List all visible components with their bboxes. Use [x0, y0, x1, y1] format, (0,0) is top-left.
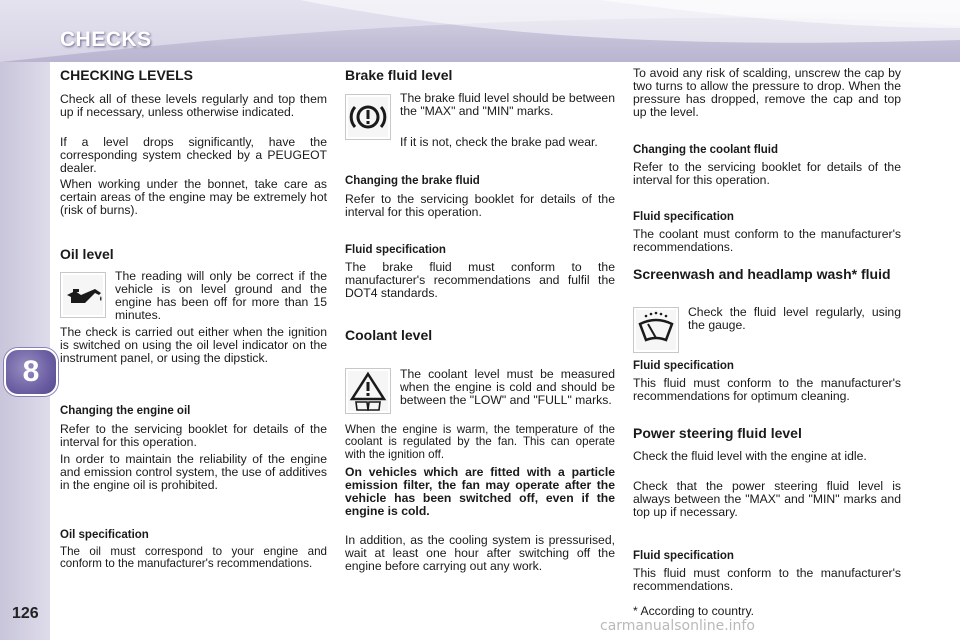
screenwash-heading: Screenwash and headlamp wash* fluid — [633, 266, 891, 282]
chapter-tab[interactable]: 8 — [4, 348, 58, 396]
brake-fluid-specification-paragraph: The brake fluid must conform to the manufacturer's recommendations and fulfil the DOT4 standards. — [345, 260, 615, 300]
coolant-fan-warning: On vehicles which are fitted with a particle emission filter, the fan may operate after the vehicle has been switched off, even if the engine is cold. — [345, 465, 615, 518]
page-title: CHECKS — [60, 28, 152, 51]
oil-level-heading: Oil level — [60, 246, 114, 262]
changing-brake-fluid-heading: Changing the brake fluid — [345, 175, 480, 187]
scalding-warning-paragraph: To avoid any risk of scalding, unscrew the cap by two turns to allow the pressure to drop. When the pressure has dropped, remove the cap and top up the level. — [633, 66, 901, 119]
screenwash-icon — [633, 307, 679, 353]
footnote: * According to country. — [633, 604, 755, 618]
changing-oil-paragraph-2: In order to maintain the reliability of the engine and emission control system, the use of additives in the engine oil is prohibited. — [60, 452, 327, 492]
changing-engine-oil-heading: Changing the engine oil — [60, 405, 191, 417]
oil-can-icon — [60, 272, 106, 318]
power-steering-paragraph-1: Check the fluid level with the engine at idle. — [633, 449, 867, 463]
power-steering-heading: Power steering fluid level — [633, 425, 802, 441]
intro-paragraph-1: Check all of these levels regularly and top them up if necessary, unless otherwise indicated. — [60, 92, 327, 119]
changing-coolant-heading: Changing the coolant fluid — [633, 144, 779, 156]
page-number: 126 — [12, 605, 39, 622]
power-steering-paragraph-2: Check that the power steering fluid level is always between the "MAX" and "MIN" marks and top up if necessary. — [633, 479, 901, 519]
coolant-level-heading: Coolant level — [345, 327, 433, 343]
checking-levels-heading: CHECKING LEVELS — [60, 67, 194, 83]
coolant-paragraph-2: When the engine is warm, the temperature of the coolant is regulated by the fan. This can operate with the ignition off. — [345, 423, 615, 461]
coolant-specification-paragraph: The coolant must conform to the manufacturer's recommendations. — [633, 227, 901, 254]
power-steering-specification-paragraph: This fluid must conform to the manufacturer's recommendations. — [633, 566, 901, 593]
screenwash-paragraph: Check the fluid level regularly, using the gauge. — [688, 305, 901, 332]
changing-coolant-paragraph: Refer to the servicing booklet for details of the interval for this operation. — [633, 160, 901, 187]
oil-specification-heading: Oil specification — [60, 529, 149, 541]
coolant-specification-heading: Fluid specification — [633, 211, 734, 223]
brake-fluid-specification-heading: Fluid specification — [345, 244, 446, 256]
changing-brake-fluid-paragraph: Refer to the servicing booklet for details of the interval for this operation. — [345, 192, 615, 219]
intro-paragraph-2: If a level drops significantly, have the corresponding system checked by a PEUGEOT dealer. — [60, 135, 327, 175]
oil-level-paragraph-1: The reading will only be correct if the vehicle is on level ground and the engine has been off for more than 15 minutes. — [115, 269, 327, 322]
screenwash-specification-paragraph: This fluid must conform to the manufacturer's recommendations for optimum cleaning. — [633, 376, 901, 403]
coolant-hazard-icon — [345, 368, 391, 414]
coolant-paragraph-3: In addition, as the cooling system is pressurised, wait at least one hour after switching off the engine before carrying out any work. — [345, 533, 615, 573]
brake-fluid-paragraph-1: The brake fluid level should be between the "MAX" and "MIN" marks. — [400, 91, 615, 118]
brake-fluid-paragraph-2: If it is not, check the brake pad wear. — [400, 135, 598, 149]
intro-paragraph-3: When working under the bonnet, take care as certain areas of the engine may be extremely hot (risk of burns). — [60, 177, 327, 217]
changing-oil-paragraph-1: Refer to the servicing booklet for details of the interval for this operation. — [60, 422, 327, 449]
coolant-paragraph-1: The coolant level must be measured when the engine is cold and should be between the "LOW" and "FULL" marks. — [400, 367, 615, 407]
oil-level-paragraph-2: The check is carried out either when the ignition is switched on using the oil level indicator on the instrument panel, or using the dipstick. — [60, 325, 327, 365]
brake-fluid-heading: Brake fluid level — [345, 67, 453, 83]
watermark: carmanualsonline.info — [600, 618, 755, 634]
power-steering-specification-heading: Fluid specification — [633, 550, 734, 562]
screenwash-specification-heading: Fluid specification — [633, 360, 734, 372]
brake-warning-icon — [345, 94, 391, 140]
oil-specification-paragraph: The oil must correspond to your engine and conform to the manufacturer's recommendations. — [60, 545, 327, 571]
